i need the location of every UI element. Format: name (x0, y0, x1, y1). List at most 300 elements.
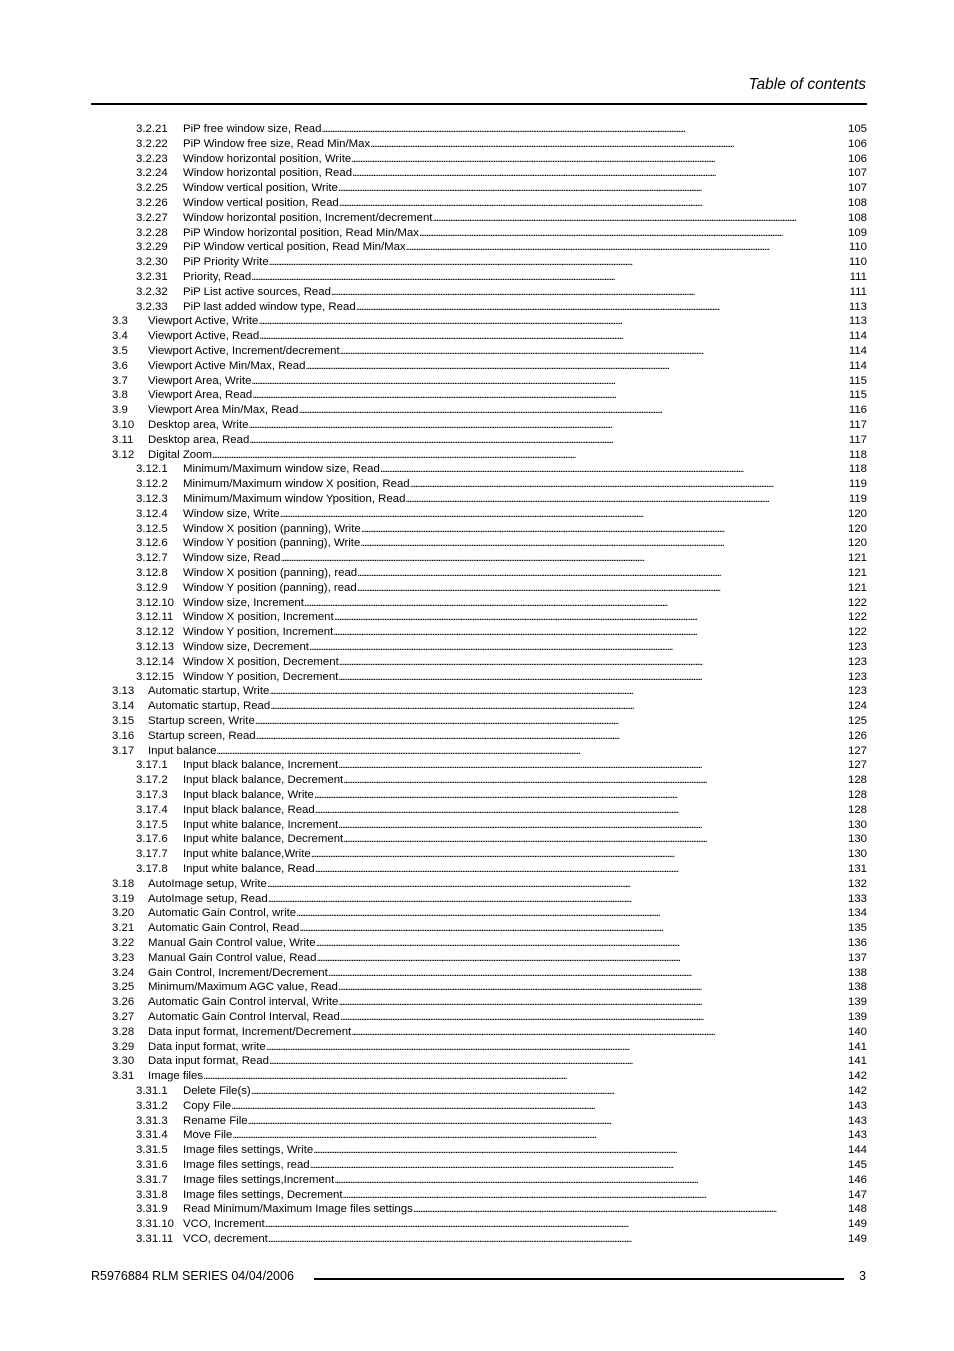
toc-leader-dots (231, 1099, 847, 1114)
toc-entry-page: 113 (848, 300, 867, 313)
toc-entry-title: VCO, Increment (183, 1218, 265, 1231)
toc-entry-title: Startup screen, Write (148, 715, 255, 727)
toc-entry-number: 3.3 (112, 315, 128, 328)
toc-entry-page: 149 (847, 1218, 867, 1231)
toc-entry-title: Window vertical position, Write (183, 182, 338, 195)
toc-entry[interactable] (112, 418, 867, 433)
toc-entry-page: 139 (847, 1011, 867, 1023)
toc-entry-title: AutoImage setup, Write (148, 877, 267, 890)
toc-entry-number: 3.17.3 (136, 789, 168, 801)
toc-entry-title: AutoImage setup, Read (148, 892, 268, 905)
toc-entry-number: 3.6 (112, 359, 128, 372)
toc-entry-page: 141 (847, 1040, 867, 1053)
toc-entry-page: 143 (847, 1099, 867, 1112)
toc-leader-dots (338, 818, 847, 833)
toc-entry[interactable] (136, 226, 867, 241)
toc-entry-title: Startup screen, Read (148, 729, 256, 742)
toc-entry-title: Window size, Increment (183, 596, 304, 609)
toc-entry-number: 3.2.22 (136, 137, 168, 150)
toc-entry-page: 139 (847, 996, 867, 1009)
toc-leader-dots (361, 522, 847, 537)
toc-entry-title: Minimum/Maximum AGC value, Read (148, 981, 338, 994)
toc-entry-number: 3.31.3 (136, 1114, 168, 1127)
toc-entry[interactable] (136, 1128, 867, 1143)
toc-entry-number: 3.2.31 (136, 271, 168, 283)
toc-entry-title: Window horizontal position, Read (183, 167, 353, 180)
toc-entry[interactable] (112, 877, 867, 892)
toc-entry-number: 3.16 (112, 729, 135, 742)
toc-leader-dots (419, 226, 847, 241)
toc-entry-title: Automatic Gain Control interval, Write (148, 996, 339, 1009)
footer-page-number: 3 (859, 1269, 866, 1283)
toc-entry-page: 121 (847, 567, 867, 579)
toc-entry[interactable] (112, 744, 867, 759)
toc-entry[interactable] (136, 847, 867, 862)
toc-leader-dots (269, 1054, 847, 1069)
toc-entry[interactable] (136, 773, 867, 788)
toc-entry-title: Window size, Read (183, 552, 281, 565)
toc-entry-page: 132 (847, 877, 867, 890)
toc-leader-dots (343, 1188, 847, 1203)
toc-leader-dots (338, 758, 847, 773)
toc-leader-dots (259, 329, 847, 344)
toc-entry[interactable] (136, 181, 867, 196)
toc-entry-number: 3.12.5 (136, 522, 168, 535)
toc-leader-dots (256, 729, 847, 744)
toc-entry-number: 3.31 (112, 1070, 135, 1083)
toc-entry-page: 122 (847, 596, 867, 609)
toc-leader-dots (280, 507, 847, 522)
toc-entry[interactable] (136, 211, 867, 226)
toc-entry-number: 3.2.21 (136, 123, 168, 135)
toc-entry[interactable] (136, 196, 867, 211)
toc-leader-dots (340, 344, 847, 359)
toc-leader-dots (321, 122, 847, 137)
toc-entry[interactable] (112, 921, 867, 936)
toc-entry[interactable] (112, 1054, 867, 1069)
page-header-title: Table of contents (748, 76, 866, 93)
toc-entry-number: 3.12.9 (136, 581, 168, 594)
toc-entry-number: 3.31.11 (136, 1233, 174, 1245)
toc-entry-page: 146 (847, 1173, 867, 1186)
toc-entry[interactable] (136, 1143, 867, 1158)
toc-leader-dots (258, 314, 847, 329)
toc-entry-page: 125 (847, 715, 867, 727)
toc-entry-number: 3.12 (112, 448, 135, 461)
toc-entry-title: Delete File(s) (183, 1085, 251, 1097)
toc-entry-title: Input black balance, Increment (183, 759, 339, 772)
toc-entry[interactable] (112, 995, 867, 1010)
toc-entry-title: Priority, Read (183, 271, 252, 283)
toc-entry[interactable] (112, 314, 867, 329)
toc-entry-title: Rename File (183, 1114, 248, 1127)
toc-entry-number: 3.10 (112, 419, 135, 431)
toc-entry[interactable] (136, 1188, 867, 1203)
toc-leader-dots (305, 359, 847, 374)
toc-entry-title: PiP Window vertical position, Read Min/Max (183, 241, 406, 254)
toc-entry-number: 3.2.27 (136, 211, 168, 224)
toc-entry[interactable] (112, 966, 867, 981)
toc-entry-page: 148 (847, 1203, 867, 1216)
toc-entry-page: 131 (847, 863, 867, 875)
toc-entry-title: Automatic Gain Control, Read (148, 922, 300, 935)
toc-entry[interactable] (136, 581, 867, 596)
toc-entry-page: 128 (847, 789, 867, 801)
toc-entry-page: 123 (847, 655, 867, 668)
toc-entry-title: Desktop area, Write (148, 419, 249, 431)
toc-entry-page: 127 (847, 744, 867, 757)
toc-entry[interactable] (136, 1173, 867, 1188)
toc-entry-page: 109 (847, 226, 867, 239)
toc-entry[interactable] (136, 255, 867, 270)
toc-leader-dots (267, 877, 847, 892)
toc-leader-dots (203, 1069, 847, 1084)
toc-entry-page: 124 (847, 700, 867, 713)
toc-leader-dots (334, 1173, 847, 1188)
toc-entry-page: 121 (847, 581, 867, 594)
toc-leader-dots (331, 285, 847, 300)
toc-entry[interactable] (136, 536, 867, 551)
toc-entry[interactable] (112, 433, 867, 448)
toc-entry-number: 3.31.9 (136, 1203, 168, 1216)
toc-entry-page: 127 (847, 759, 867, 772)
toc-entry-number: 3.12.4 (136, 507, 168, 520)
toc-entry-page: 122 (847, 626, 867, 639)
toc-entry-number: 3.12.7 (136, 552, 168, 565)
toc-entry-title: Window X position (panning), read (183, 567, 358, 579)
toc-entry-page: 121 (847, 552, 867, 565)
toc-entry[interactable] (136, 1099, 867, 1114)
toc-entry-page: 134 (847, 907, 867, 920)
toc-entry-title: Window size, Decrement (183, 641, 309, 653)
toc-entry-number: 3.20 (112, 907, 135, 920)
toc-entry-number: 3.19 (112, 892, 135, 905)
toc-entry-page: 140 (847, 1025, 867, 1038)
toc-entry[interactable] (136, 1232, 867, 1247)
toc-entry[interactable] (136, 803, 867, 818)
toc-entry[interactable] (136, 640, 867, 655)
toc-entry-page: 114 (848, 345, 867, 357)
toc-entry-page: 114 (848, 359, 867, 372)
toc-entry-page: 138 (847, 966, 867, 979)
toc-entry-number: 3.2.28 (136, 226, 168, 239)
toc-entry[interactable] (112, 403, 867, 418)
toc-entry[interactable] (112, 714, 867, 729)
toc-entry[interactable] (136, 655, 867, 670)
toc-entry-title: Window Y position, Decrement (183, 670, 339, 683)
toc-entry-page: 118 (848, 448, 867, 461)
toc-leader-dots (339, 196, 847, 211)
toc-leader-dots (251, 374, 847, 389)
toc-entry[interactable] (112, 388, 867, 403)
toc-entry-page: 116 (848, 404, 867, 417)
toc-entry-page: 118 (848, 463, 867, 476)
toc-entry[interactable] (112, 359, 867, 374)
toc-entry-page: 110 (848, 241, 867, 254)
toc-entry[interactable] (136, 122, 867, 137)
toc-leader-dots (315, 803, 847, 818)
toc-entry-title: PiP List active sources, Read (183, 285, 331, 298)
toc-entry[interactable] (136, 522, 867, 537)
toc-entry-number: 3.29 (112, 1040, 135, 1053)
toc-leader-dots (269, 255, 847, 270)
toc-entry-number: 3.21 (112, 922, 135, 935)
toc-entry[interactable] (136, 566, 867, 581)
toc-entry-title: Viewport Active, Increment/decrement (148, 345, 340, 357)
toc-entry-title: Image files settings,Increment (183, 1173, 335, 1186)
toc-leader-dots (268, 892, 847, 907)
toc-entry-page: 123 (847, 641, 867, 653)
toc-leader-dots (281, 551, 848, 566)
toc-entry-page: 147 (847, 1188, 867, 1201)
toc-leader-dots (251, 1084, 847, 1099)
toc-entry-number: 3.31.10 (136, 1218, 175, 1231)
toc-entry-title: Input black balance, Decrement (183, 774, 344, 787)
toc-entry-page: 114 (848, 330, 867, 343)
toc-entry[interactable] (112, 936, 867, 951)
toc-entry-page: 107 (847, 182, 867, 195)
toc-entry[interactable] (136, 1114, 867, 1129)
toc-leader-dots (216, 744, 847, 759)
toc-entry[interactable] (136, 477, 867, 492)
footer-divider (314, 1278, 844, 1280)
toc-entry-page: 113 (848, 315, 867, 328)
toc-entry[interactable] (136, 596, 867, 611)
toc-entry-number: 3.12.2 (136, 478, 168, 491)
toc-entry[interactable] (136, 1202, 867, 1217)
toc-entry-number: 3.31.4 (136, 1129, 168, 1142)
toc-entry-number: 3.31.5 (136, 1144, 168, 1157)
toc-entry-number: 3.14 (112, 700, 135, 713)
toc-entry-page: 123 (847, 670, 867, 683)
toc-entry-page: 141 (847, 1055, 867, 1068)
toc-entry-page: 130 (847, 833, 867, 846)
toc-entry-title: Viewport Active, Read (148, 330, 260, 343)
toc-leader-dots (248, 1114, 847, 1129)
toc-entry-title: Window size, Write (183, 507, 280, 520)
toc-entry-number: 3.17 (112, 744, 135, 757)
toc-entry[interactable] (112, 1040, 867, 1055)
toc-entry-title: Data input format, write (148, 1040, 266, 1053)
toc-entry-page: 120 (847, 522, 867, 535)
toc-leader-dots (265, 1217, 847, 1232)
toc-leader-dots (313, 1143, 847, 1158)
toc-entry-title: Manual Gain Control value, Write (148, 937, 316, 949)
toc-entry-page: 108 (847, 211, 867, 224)
toc-entry[interactable] (136, 507, 867, 522)
toc-entry-number: 3.30 (112, 1055, 135, 1068)
toc-entry[interactable] (136, 670, 867, 685)
toc-entry-number: 3.5 (112, 345, 128, 357)
toc-entry[interactable] (136, 270, 867, 285)
toc-leader-dots (309, 640, 847, 655)
toc-entry-title: Input white balance, Decrement (183, 833, 344, 846)
toc-entry[interactable] (112, 699, 867, 714)
toc-entry-number: 3.12.14 (136, 655, 175, 668)
toc-entry-page: 144 (847, 1144, 867, 1157)
toc-entry-number: 3.8 (112, 389, 128, 402)
toc-entry[interactable] (112, 374, 867, 389)
toc-entry-title: Automatic Gain Control Interval, Read (148, 1011, 340, 1023)
toc-entry-title: Input black balance, Read (183, 803, 315, 816)
footer-document-info: R5976884 RLM SERIES 04/04/2006 (91, 1269, 294, 1283)
toc-entry[interactable] (136, 166, 867, 181)
toc-entry-number: 3.17.6 (136, 833, 168, 846)
toc-entry[interactable] (136, 285, 867, 300)
toc-entry-number: 3.2.29 (136, 241, 168, 254)
toc-entry-title: Window Y position (panning), read (183, 581, 357, 594)
toc-leader-dots (339, 655, 847, 670)
toc-entry-page: 149 (847, 1233, 867, 1245)
toc-entry[interactable] (112, 980, 867, 995)
toc-entry[interactable] (136, 818, 867, 833)
toc-entry-title: Window vertical position, Read (183, 197, 339, 209)
toc-entry[interactable] (112, 951, 867, 966)
toc-entry-title: Input white balance,Write (183, 848, 311, 861)
toc-entry-page: 106 (847, 137, 867, 150)
toc-leader-dots (255, 714, 847, 729)
toc-entry-page: 106 (847, 152, 867, 165)
toc-entry-number: 3.25 (112, 981, 135, 994)
toc-entry-title: Viewport Active, Write (148, 315, 259, 328)
toc-leader-dots (338, 995, 847, 1010)
toc-leader-dots (357, 581, 847, 596)
toc-entry-number: 3.12.15 (136, 670, 175, 683)
toc-leader-dots (405, 492, 847, 507)
toc-entry-title: Digital Zoom (148, 448, 212, 461)
toc-entry-number: 3.17.2 (136, 774, 168, 787)
toc-leader-dots (328, 966, 847, 981)
toc-entry-title: Desktop area, Read (148, 433, 250, 446)
toc-entry[interactable] (136, 862, 867, 877)
toc-entry-title: Input black balance, Write (183, 789, 314, 801)
toc-entry-number: 3.23 (112, 951, 135, 964)
toc-entry[interactable] (136, 610, 867, 625)
toc-entry[interactable] (112, 729, 867, 744)
toc-entry-page: 128 (847, 774, 867, 787)
toc-entry-page: 143 (847, 1129, 867, 1142)
toc-entry-page: 135 (847, 922, 867, 935)
toc-entry-number: 3.31.7 (136, 1173, 168, 1186)
toc-entry-title: Move File (183, 1129, 233, 1142)
toc-entry-number: 3.22 (112, 937, 135, 949)
toc-entry[interactable] (136, 625, 867, 640)
toc-entry-number: 3.12.13 (136, 641, 175, 653)
toc-leader-dots (352, 166, 847, 181)
toc-entry[interactable] (112, 1010, 867, 1025)
toc-entry-title: Minimum/Maximum window Yposition, Read (183, 493, 406, 505)
toc-entry-number: 3.11 (112, 433, 134, 446)
toc-leader-dots (266, 1040, 847, 1055)
toc-entry-number: 3.31.8 (136, 1188, 168, 1201)
toc-leader-dots (270, 699, 847, 714)
toc-leader-dots (370, 137, 847, 152)
toc-entry-number: 3.31.1 (136, 1085, 168, 1097)
toc-entry-title: Gain Control, Increment/Decrement (148, 966, 328, 979)
toc-entry[interactable] (112, 448, 867, 463)
toc-entry-page: 136 (847, 937, 867, 949)
toc-entry[interactable] (112, 344, 867, 359)
toc-entry-number: 3.17.4 (136, 803, 168, 816)
toc-entry[interactable] (136, 240, 867, 255)
toc-leader-dots (296, 906, 847, 921)
toc-entry-number: 3.4 (112, 330, 128, 343)
toc-entry-page: 117 (848, 419, 867, 431)
toc-entry-title: Minimum/Maximum window X position, Read (183, 478, 410, 491)
toc-entry-number: 3.2.23 (136, 152, 168, 165)
toc-leader-dots (334, 610, 847, 625)
toc-entry[interactable] (136, 1084, 867, 1099)
toc-entry[interactable] (136, 462, 867, 477)
toc-entry[interactable] (112, 684, 867, 699)
toc-leader-dots (351, 152, 847, 167)
toc-leader-dots (314, 788, 847, 803)
toc-entry-page: 126 (847, 729, 867, 742)
toc-leader-dots (269, 684, 847, 699)
toc-leader-dots (299, 921, 847, 936)
toc-leader-dots (252, 388, 847, 403)
toc-entry-number: 3.2.24 (136, 167, 168, 180)
toc-entry[interactable] (136, 492, 867, 507)
toc-leader-dots (212, 448, 847, 463)
toc-entry[interactable] (112, 906, 867, 921)
toc-entry[interactable] (136, 137, 867, 152)
toc-entry-title: Viewport Area Min/Max, Read (148, 404, 299, 417)
toc-entry-page: 110 (848, 256, 867, 269)
toc-entry-page: 143 (847, 1114, 867, 1127)
toc-leader-dots (338, 181, 847, 196)
toc-entry-title: Window X position, Decrement (183, 655, 339, 668)
toc-leader-dots (304, 596, 847, 611)
toc-entry-title: Image files (148, 1070, 204, 1083)
toc-leader-dots (338, 670, 847, 685)
toc-entry-page: 120 (847, 537, 867, 550)
toc-entry-title: Window X position, Increment (183, 611, 334, 624)
toc-entry[interactable] (136, 551, 867, 566)
toc-entry[interactable] (136, 300, 867, 315)
toc-entry-title: Image files settings, read (183, 1159, 310, 1171)
toc-entry-number: 3.12.10 (136, 596, 175, 609)
toc-leader-dots (298, 403, 847, 418)
toc-entry[interactable] (136, 152, 867, 167)
toc-entry[interactable] (136, 1158, 867, 1173)
toc-leader-dots (413, 1202, 847, 1217)
toc-entry[interactable] (136, 758, 867, 773)
toc-entry-number: 3.9 (112, 404, 128, 417)
toc-entry-title: Automatic startup, Write (148, 685, 270, 698)
toc-entry-number: 3.7 (112, 374, 128, 387)
toc-entry[interactable] (112, 1025, 867, 1040)
toc-entry[interactable] (112, 892, 867, 907)
toc-entry-number: 3.31.6 (136, 1159, 168, 1171)
toc-leader-dots (268, 1232, 847, 1247)
toc-entry-number: 3.12.8 (136, 567, 168, 579)
toc-entry-title: PiP last added window type, Read (183, 300, 356, 313)
toc-leader-dots (343, 832, 847, 847)
toc-leader-dots (380, 462, 847, 477)
toc-leader-dots (333, 625, 847, 640)
toc-entry[interactable] (136, 1217, 867, 1232)
toc-entry-page: 138 (847, 981, 867, 994)
toc-entry[interactable] (112, 1069, 867, 1084)
toc-entry-title: Input balance (148, 744, 217, 757)
toc-entry[interactable] (112, 329, 867, 344)
toc-entry[interactable] (136, 788, 867, 803)
toc-entry[interactable] (136, 832, 867, 847)
toc-entry-page: 137 (847, 951, 867, 964)
toc-entry-number: 3.17.8 (136, 863, 168, 875)
toc-entry-page: 142 (847, 1085, 867, 1097)
